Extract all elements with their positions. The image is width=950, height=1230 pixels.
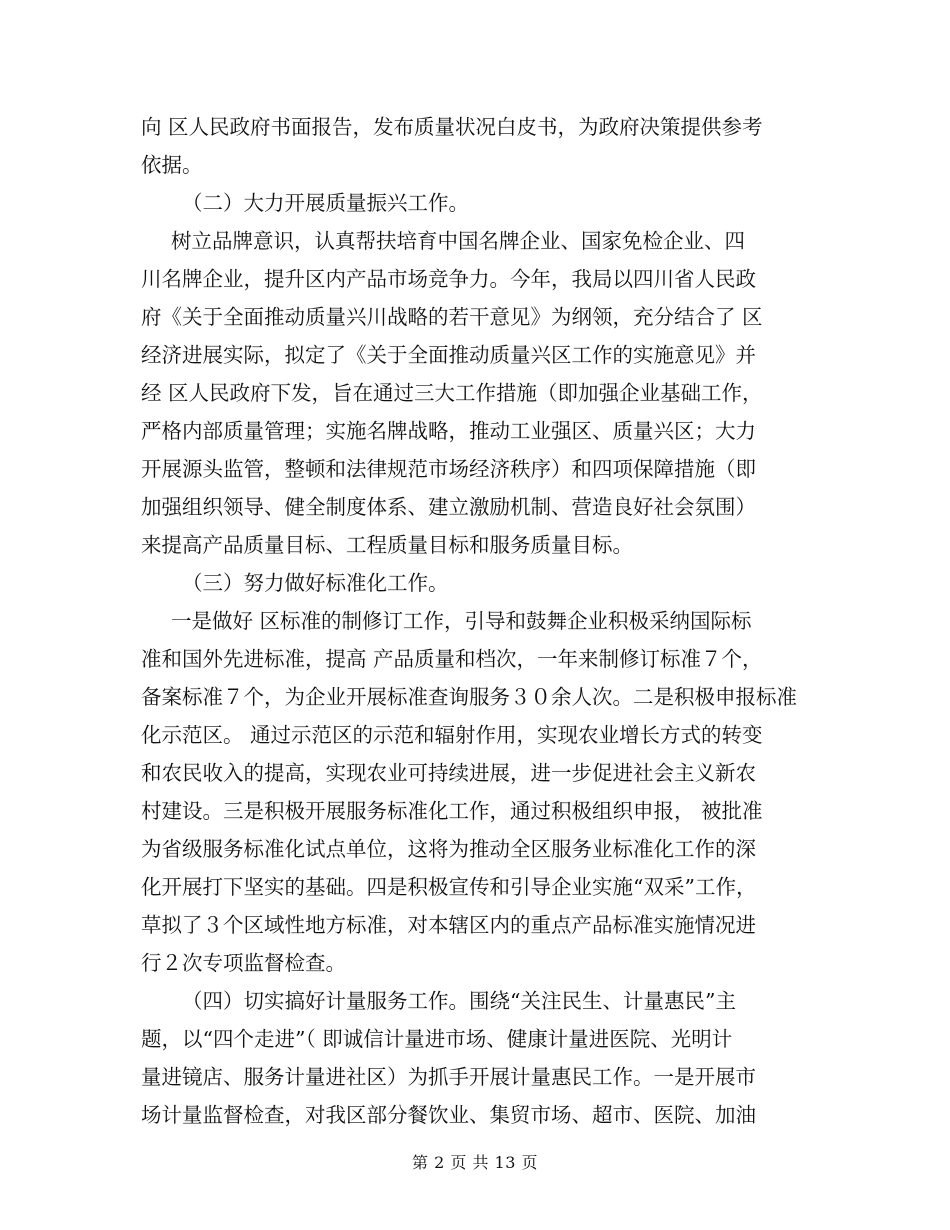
text-line: 村建设。三是积极开展服务标准化工作，通过积极组织申报， 被批准	[141, 799, 763, 823]
text-line: 和农民收入的提高，实现农业可持续进展，进一步促进社会主义新农	[141, 761, 756, 785]
section-heading: （二）大力开展质量振兴工作。	[182, 191, 469, 215]
text-line: 草拟了３个区域性地方标准，对本辖区内的重点产品标准实施情况进	[141, 913, 756, 937]
text-line: 场计量监督检查，对我区部分餐饮业、集贸市场、超市、医院、加油	[141, 1103, 756, 1127]
text-line: 备案标准７个，为企业开展标准查询服务３０余人次。二是积极申报标准	[141, 685, 797, 709]
text-line: 加强组织领导、健全制度体系、建立激励机制、营造良好社会氛围）	[141, 495, 756, 519]
text-line: 经济进展实际，拟定了《关于全面推动质量兴区工作的实施意见》并	[141, 343, 756, 367]
text-line: 来提高产品质量目标、工程质量目标和服务质量目标。	[141, 533, 633, 557]
paragraph-first-line: 一是做好 区标准的制修订工作，引导和鼓舞企业积极采纳国际标	[171, 609, 752, 633]
text-line: 题，以“四个走进”（ 即诚信计量进市场、健康计量进医院、光明计	[141, 1027, 733, 1051]
section-heading: （三）努力做好标准化工作。	[182, 571, 449, 595]
text-line: 府《关于全面推动质量兴川战略的若干意见》为纲领，充分结合了 区	[141, 305, 763, 329]
text-line: 川名牌企业，提升区内产品市场竞争力。今年，我局以四川省人民政	[141, 267, 756, 291]
text-line: 向 区人民政府书面报告，发布质量状况白皮书，为政府决策提供参考	[141, 115, 763, 139]
text-line: 经 区人民政府下发，旨在通过三大工作措施（即加强企业基础工作，	[141, 381, 763, 405]
text-line: 依据。	[141, 153, 203, 177]
section-heading: （四）切实搞好计量服务工作。围绕“关注民生、计量惠民”主	[182, 989, 736, 1013]
paragraph-first-line: 树立品牌意识，认真帮扶培育中国名牌企业、国家免检企业、四	[171, 229, 745, 253]
page-number-footer: 第 2 页 共 13 页	[412, 1153, 538, 1172]
text-line: 行２次专项监督检查。	[141, 951, 346, 975]
text-line: 量进镜店、服务计量进社区）为抓手开展计量惠民工作。一是开展市	[141, 1065, 756, 1089]
text-line: 化开展打下坚实的基础。四是积极宣传和引导企业实施“双采”工作，	[141, 875, 757, 899]
text-line: 为省级服务标准化试点单位，这将为推动全区服务业标准化工作的深	[141, 837, 756, 861]
document-body	[141, 108, 809, 1134]
text-line: 开展源头监管，整顿和法律规范市场经济秩序）和四项保障措施（即	[141, 457, 756, 481]
text-line: 化示范区。 通过示范区的示范和辐射作用，实现农业增长方式的转变	[141, 723, 763, 747]
text-line: 准和国外先进标准，提高 产品质量和档次，一年来制修订标准７个，	[141, 647, 763, 671]
text-line: 严格内部质量管理；实施名牌战略，推动工业强区、质量兴区；大力	[141, 419, 756, 443]
